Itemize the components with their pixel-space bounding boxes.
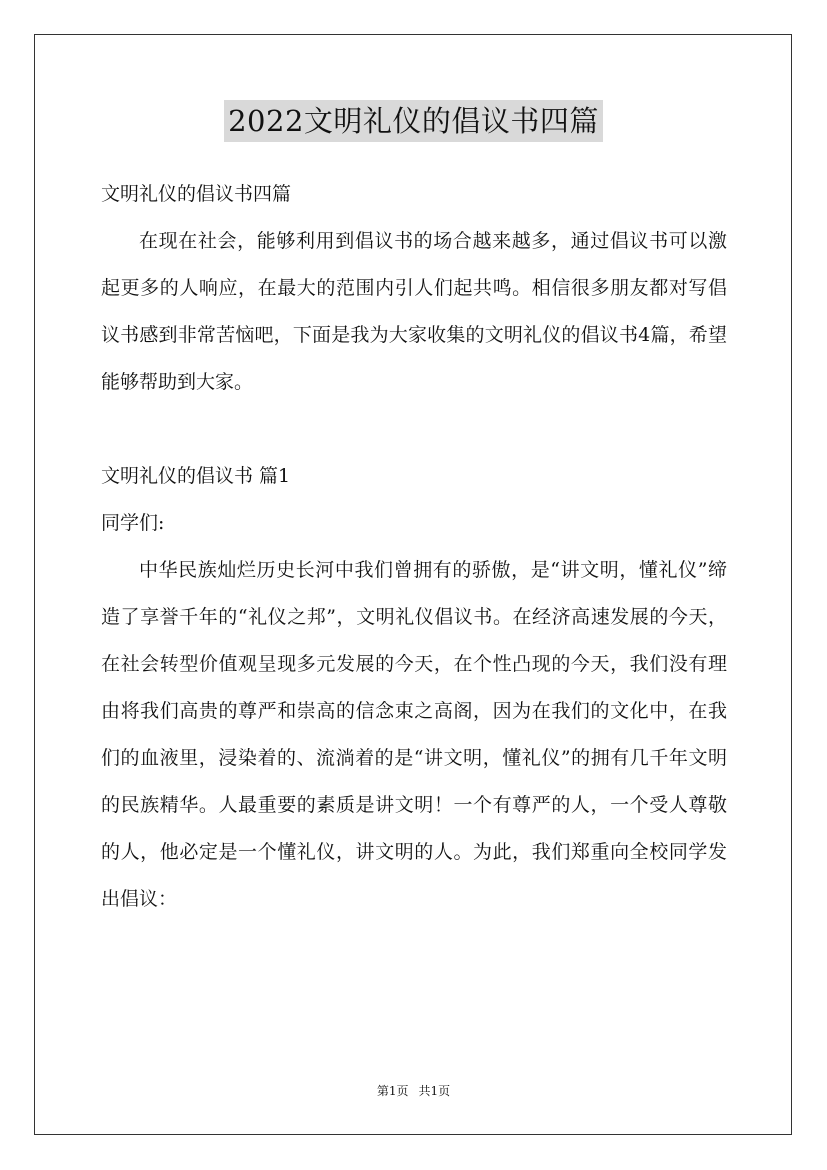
document-subtitle: 文明礼仪的倡议书四篇 bbox=[101, 183, 292, 205]
title-container bbox=[0, 100, 827, 142]
page-number: 第1页 bbox=[376, 1084, 409, 1098]
document-body bbox=[101, 171, 727, 923]
section-heading: 文明礼仪的倡议书 篇1 bbox=[101, 465, 291, 487]
salutation: 同学们: bbox=[101, 512, 165, 534]
page-total: 共1页 bbox=[418, 1084, 451, 1098]
intro-paragraph: 在现在社会，能够利用到倡议书的场合越来越多，通过倡议书可以激起更多的人响应，在最大的范围内引人们起共鸣。相信很多朋友都对写倡议书感到非常苦恼吧，下面是我为大家收集的文明礼仪的倡议书4篇，希望能够帮助到大家。 bbox=[101, 230, 727, 393]
page-footer bbox=[0, 1082, 827, 1100]
body-paragraph: 中华民族灿烂历史长河中我们曾拥有的骄傲，是“讲文明，懂礼仪”缔造了享誉千年的“礼仪之邦”，文明礼仪倡议书。在经济高速发展的今天，在社会转型价值观呈现多元发展的今天，在个性凸现的今天，我们没有理由将我们高贵的尊严和崇高的信念束之高阁，因为在我们的文化中，在我们的血液里，浸染着的、流淌着的是“讲文明，懂礼仪”的拥有几千年文明的民族精华。人最重要的素质是讲文明！一个有尊严的人，一个受人尊敬的人，他必定是一个懂礼仪，讲文明的人。为此，我们郑重向全校同学发出倡议： bbox=[101, 559, 727, 910]
paragraph-spacer bbox=[101, 406, 727, 453]
document-title: 2022文明礼仪的倡议书四篇 bbox=[224, 100, 603, 142]
